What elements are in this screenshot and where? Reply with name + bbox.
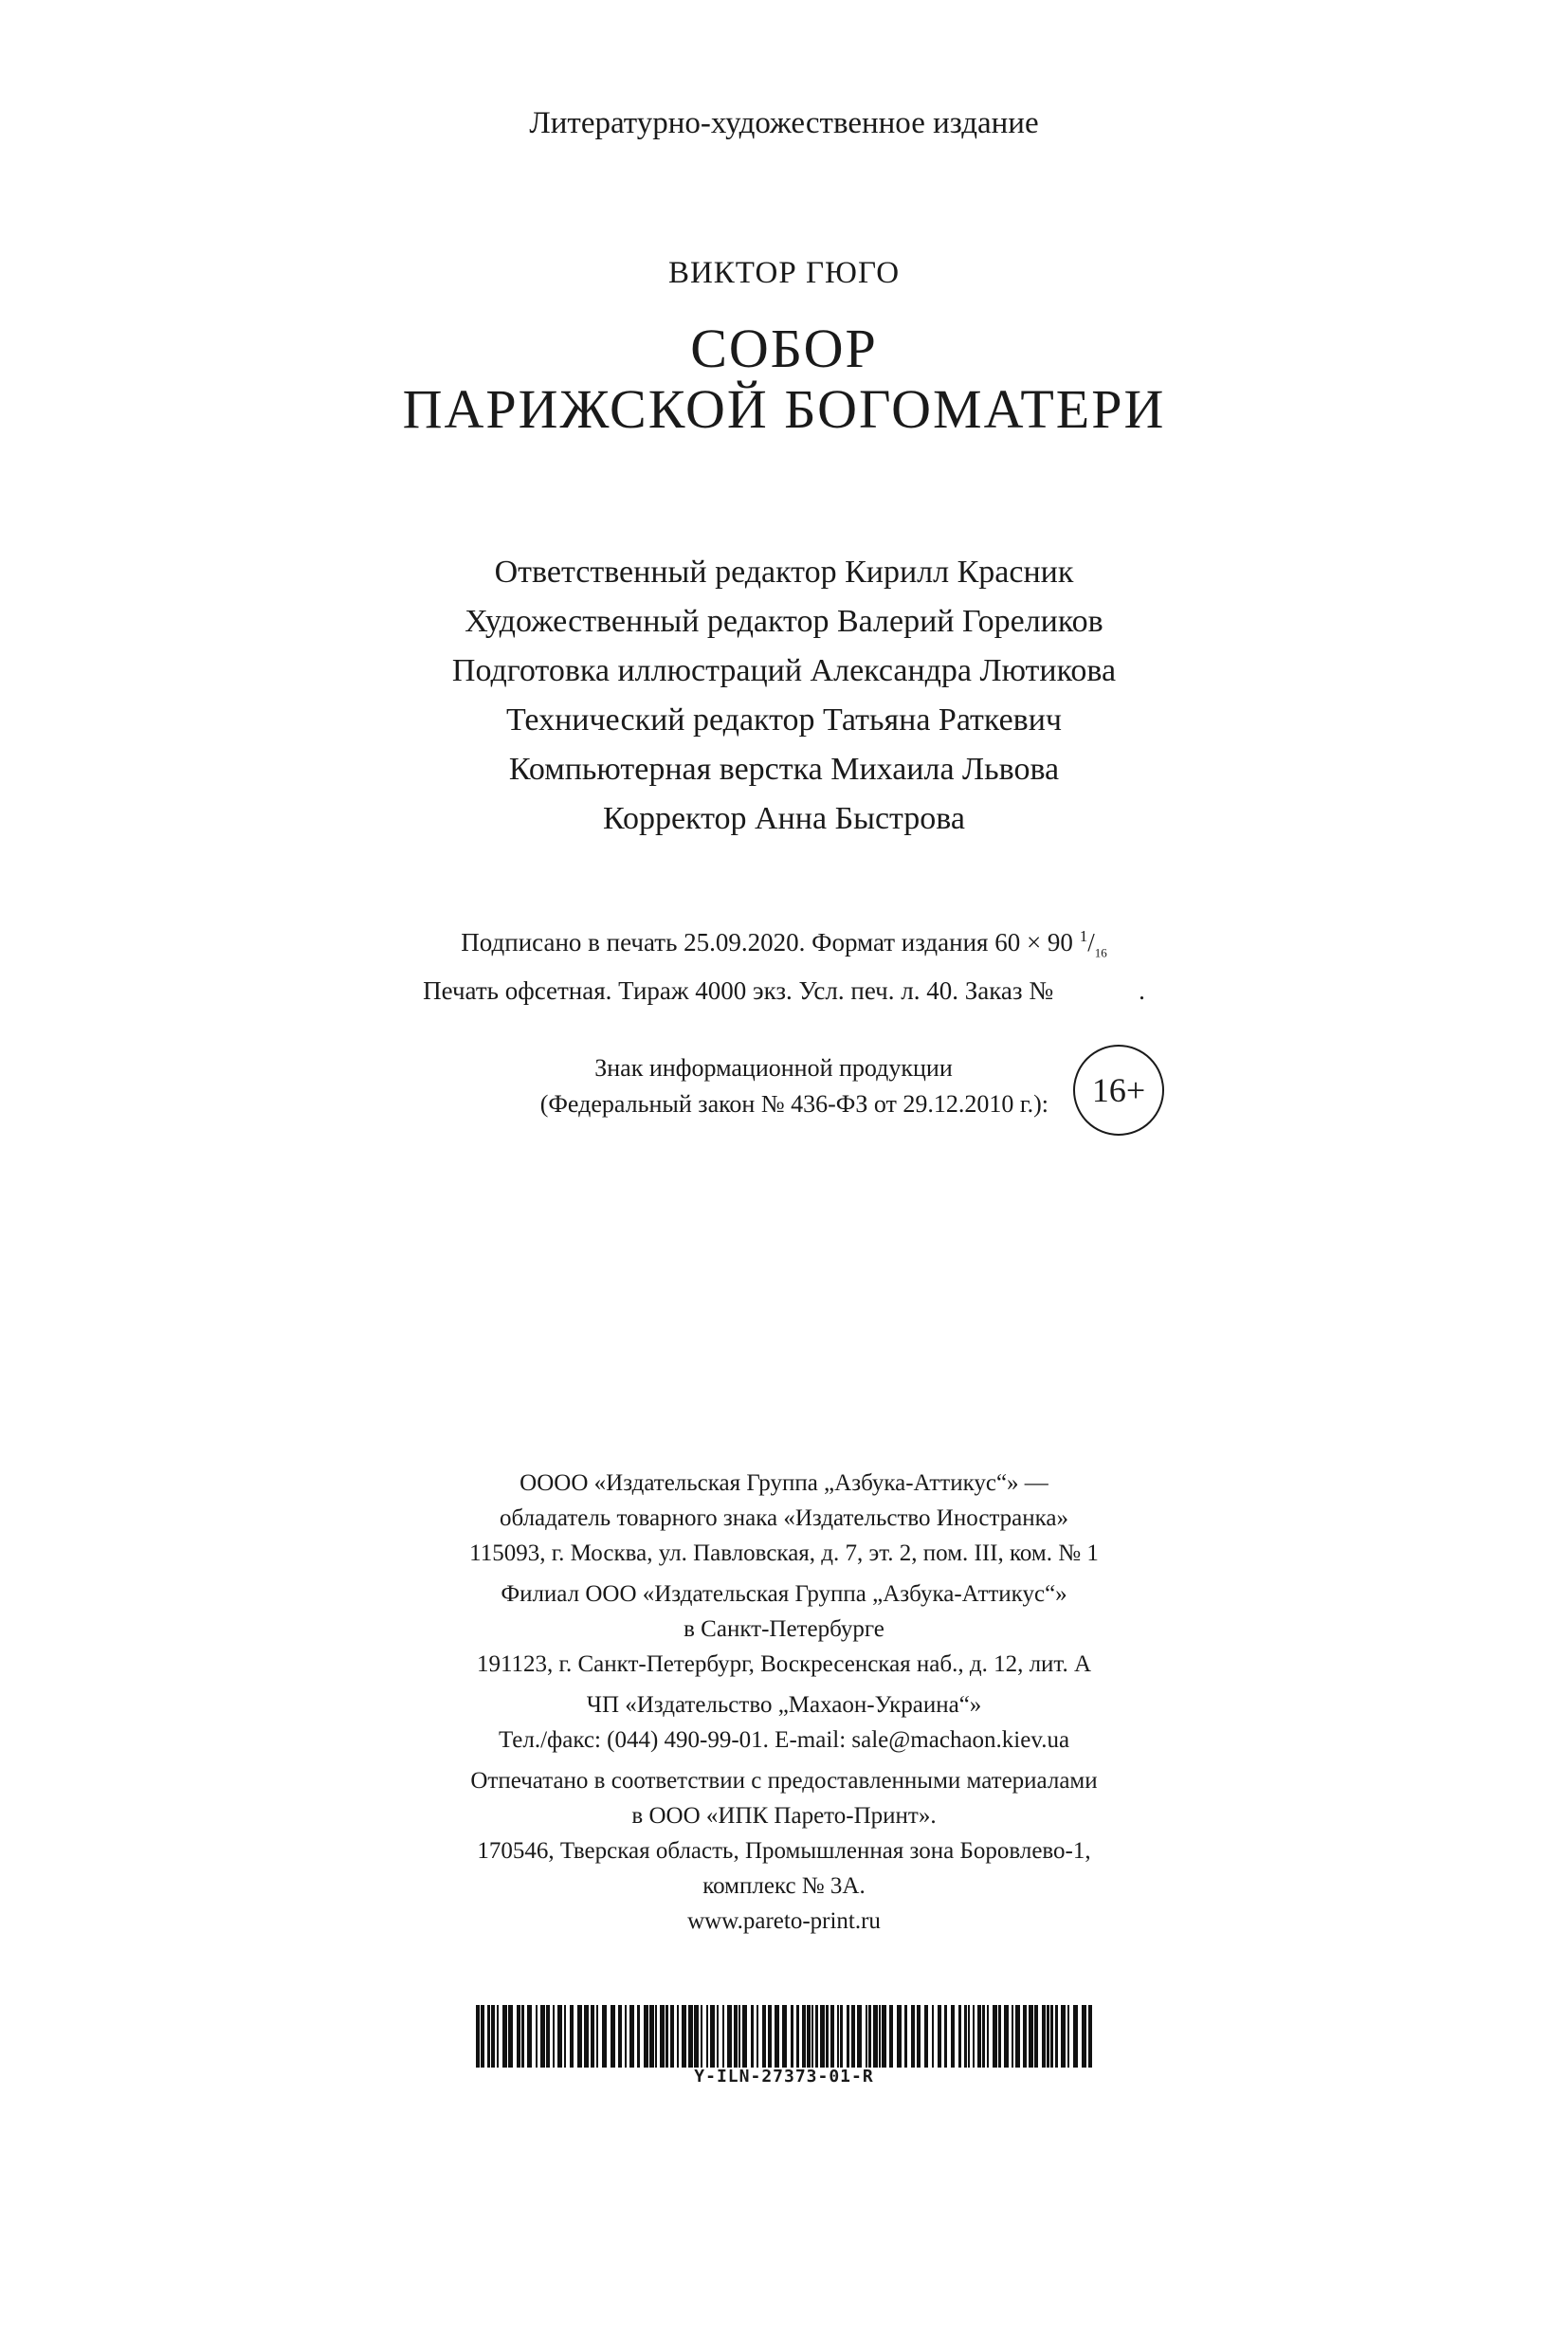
barcode-bar: [977, 2005, 981, 2068]
barcode-bar: [815, 2005, 818, 2068]
author-name: ВИКТОР ГЮГО: [667, 256, 901, 290]
barcode-bar: [1061, 2005, 1066, 2068]
barcode-bar: [857, 2005, 862, 2068]
barcode-bar: [1042, 2005, 1046, 2068]
barcode-bar: [476, 2005, 480, 2068]
barcode-bar: [993, 2005, 997, 2068]
barcode-bar: [879, 2005, 881, 2068]
barcode-bar: [1029, 2005, 1033, 2068]
barcode-bar: [826, 2005, 829, 2068]
barcode-bar: [904, 2005, 907, 2068]
age-rating-block: [0, 1050, 1568, 1155]
barcode-bar: [889, 2005, 893, 2068]
barcode-bar: [625, 2005, 627, 2068]
printer-line: Отпечатано в соответствии с предоставленными материалами: [470, 1768, 1098, 1794]
barcode-bar: [487, 2005, 490, 2068]
printer-line: комплекс № 3А.: [702, 1873, 866, 1899]
barcode-bar: [837, 2005, 839, 2068]
barcode-bar: [660, 2005, 665, 2068]
barcode-bar: [932, 2005, 934, 2068]
barcode-bar: [768, 2005, 772, 2068]
barcode-bar: [951, 2005, 955, 2068]
printer-website[interactable]: www.pareto-print.ru: [687, 1908, 881, 1934]
barcode-bar: [722, 2005, 724, 2068]
publisher-group-spb: [0, 1576, 1568, 1682]
credits-list: [0, 548, 1568, 844]
barcode-bar: [775, 2005, 779, 2068]
publisher-line: 115093, г. Москва, ул. Павловская, д. 7, эт. 2, пом. III, ком. № 1: [469, 1540, 1099, 1566]
barcode-bar: [1015, 2005, 1020, 2068]
format-fraction-numerator: 1: [1079, 927, 1088, 945]
barcode-bar: [982, 2005, 985, 2068]
barcode-bar: [618, 2005, 622, 2068]
barcode-bar: [1050, 2005, 1053, 2068]
barcode-bar: [497, 2005, 499, 2068]
print-info-end: .: [1139, 976, 1145, 1006]
barcode-bar: [742, 2005, 747, 2068]
printer-line: в ООО «ИПК Парето-Принт».: [631, 1803, 937, 1829]
credit-line: Корректор Анна Быстрова: [602, 801, 966, 836]
barcode-bar: [791, 2005, 793, 2068]
barcode-bar: [570, 2005, 574, 2068]
barcode-bar: [873, 2005, 878, 2068]
barcode-bar: [1082, 2005, 1086, 2068]
barcode-bar: [701, 2005, 702, 2068]
barcode-bar: [596, 2005, 598, 2068]
barcode: [476, 2005, 1092, 2068]
barcode-bar: [911, 2005, 915, 2068]
barcode-bar: [577, 2005, 582, 2068]
barcode-bar: [998, 2005, 1001, 2068]
barcode-bar: [717, 2005, 719, 2068]
barcode-bar: [1004, 2005, 1009, 2068]
barcode-bar: [820, 2005, 825, 2068]
barcode-bar: [706, 2005, 708, 2068]
barcode-bar: [968, 2005, 970, 2068]
barcode-bar: [688, 2005, 693, 2068]
barcode-bar: [973, 2005, 975, 2068]
credit-line: Художественный редактор Валерий Гореликов: [465, 604, 1103, 639]
barcode-bar: [917, 2005, 921, 2068]
print-info: [0, 918, 1568, 1010]
book-title-line-2: ПАРИЖСКОЙ БОГОМАТЕРИ: [402, 378, 1166, 440]
barcode-bar: [502, 2005, 507, 2068]
publisher-line: Филиал ООО «Издательская Группа „Азбука-Аттикус“»: [501, 1581, 1067, 1607]
age-rating-line-2: (Федеральный закон № 436-ФЗ от 29.12.2010 г.):: [539, 1090, 1048, 1118]
barcode-bar: [964, 2005, 967, 2068]
barcode-bar: [958, 2005, 961, 2068]
barcode-bar: [540, 2005, 545, 2068]
edition-type: Литературно-художественное издание: [529, 106, 1039, 140]
barcode-bar: [938, 2005, 941, 2068]
barcode-bar: [527, 2005, 532, 2068]
credit-line: Ответственный редактор Кирилл Красник: [494, 555, 1074, 590]
publisher-group-ukraine: [0, 1687, 1568, 1758]
barcode-bar: [536, 2005, 538, 2068]
barcode-bar: [644, 2005, 648, 2068]
barcode-bar: [811, 2005, 813, 2068]
barcode-bar: [553, 2005, 555, 2068]
barcode-bar: [481, 2005, 484, 2068]
barcode-bar: [710, 2005, 715, 2068]
barcode-bar: [584, 2005, 589, 2068]
barcode-bar: [807, 2005, 811, 2068]
barcode-bar: [782, 2005, 787, 2068]
barcode-bar: [1073, 2005, 1078, 2068]
barcode-bar: [564, 2005, 566, 2068]
barcode-bar: [677, 2005, 679, 2068]
barcode-bar: [694, 2005, 699, 2068]
book-title-line-1: СОБОР: [690, 318, 878, 379]
barcode-bar: [734, 2005, 738, 2068]
barcode-bar: [847, 2005, 849, 2068]
barcode-bar: [1047, 2005, 1049, 2068]
barcode-bar: [897, 2005, 902, 2068]
print-info-line-1: [0, 918, 1568, 972]
publisher-line: ЧП «Издательство „Махаон-Украина“»: [586, 1692, 982, 1718]
barcode-bar: [866, 2005, 867, 2068]
age-rating-line-1: Знак информационной продукции: [594, 1054, 953, 1082]
barcode-bar: [944, 2005, 947, 2068]
barcode-bar: [840, 2005, 843, 2068]
barcode-bar: [557, 2005, 562, 2068]
barcode-bar: [1055, 2005, 1058, 2068]
barcode-bar: [1012, 2005, 1013, 2068]
barcode-bar: [1088, 2005, 1092, 2068]
barcode-bar: [1023, 2005, 1027, 2068]
barcode-bar: [796, 2005, 799, 2068]
barcode-bar: [655, 2005, 657, 2068]
barcode-bar: [1034, 2005, 1038, 2068]
credit-line: Технический редактор Татьяна Раткевич: [505, 702, 1063, 738]
print-info-format: Подписано в печать 25.09.2020. Формат издания 60 × 90: [461, 928, 1073, 957]
barcode-code: Y-ILN-27373-01-R: [694, 2067, 874, 2087]
age-rating-text: [385, 1050, 1048, 1122]
barcode-bar: [868, 2005, 871, 2068]
barcode-bar: [670, 2005, 674, 2068]
credit-line: Компьютерная верстка Михаила Львова: [508, 752, 1060, 787]
print-info-line-2: [0, 972, 1568, 1010]
print-info-run: Печать офсетная. Тираж 4000 экз. Усл. печ. л. 40. Заказ №: [423, 976, 1054, 1006]
barcode-bar: [738, 2005, 740, 2068]
format-fraction-denominator: 16: [1094, 945, 1107, 960]
publisher-line: в Санкт-Петербурге: [684, 1616, 884, 1642]
publisher-group-moscow: [0, 1466, 1568, 1571]
printer-info: [0, 1763, 1568, 1939]
age-rating-badge: 16+: [1073, 1045, 1164, 1136]
publisher-info: [0, 1466, 1568, 1944]
barcode-bar: [682, 2005, 686, 2068]
barcode-bar: [1067, 2005, 1069, 2068]
barcode-bar: [649, 2005, 654, 2068]
printer-line: 170546, Тверская область, Промышленная зона Боровлево-1,: [477, 1838, 1091, 1864]
publisher-line: ОООО «Издательская Группа „Азбука-Аттикус“» —: [520, 1470, 1048, 1496]
barcode-bar: [924, 2005, 928, 2068]
barcode-bar: [757, 2005, 758, 2068]
barcode-bar: [851, 2005, 855, 2068]
barcode-bar: [830, 2005, 834, 2068]
publisher-line: 191123, г. Санкт-Петербург, Воскресенская наб., д. 12, лит. А: [476, 1651, 1092, 1677]
barcode-bar: [762, 2005, 766, 2068]
barcode-bar: [802, 2005, 806, 2068]
barcode-bar: [611, 2005, 615, 2068]
format-fraction-separator: /: [1087, 928, 1095, 957]
credit-line: Подготовка иллюстраций Александра Лютикова: [451, 653, 1117, 688]
publisher-line: обладатель товарного знака «Издательство Иностранка»: [499, 1505, 1069, 1531]
barcode-bar: [591, 2005, 594, 2068]
barcode-bar: [602, 2005, 607, 2068]
barcode-bar: [637, 2005, 640, 2068]
barcode-bar: [882, 2005, 886, 2068]
publisher-line: Тел./факс: (044) 490-99-01. E-mail: sale@machaon.kiev.ua: [498, 1727, 1070, 1753]
barcode-bar: [546, 2005, 550, 2068]
barcode-bar: [987, 2005, 989, 2068]
barcode-bar: [727, 2005, 732, 2068]
barcode-bar: [521, 2005, 524, 2068]
barcode-bar: [665, 2005, 668, 2068]
barcode-bar: [629, 2005, 634, 2068]
barcode-bar: [751, 2005, 754, 2068]
barcode-bar: [508, 2005, 513, 2068]
barcode-bar: [517, 2005, 520, 2068]
barcode-bar: [491, 2005, 495, 2068]
